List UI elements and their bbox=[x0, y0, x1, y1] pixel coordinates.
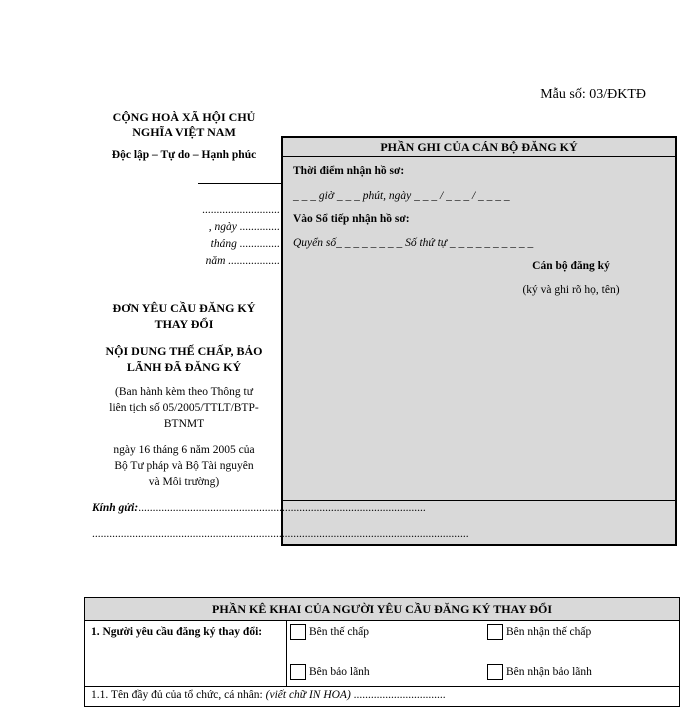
place-dots: ........................... bbox=[202, 204, 280, 216]
pledgee-label: Bên nhận thế chấp bbox=[506, 626, 592, 638]
respect-to-dots: .................................................................................................... bbox=[138, 502, 426, 514]
issued-date-line3: và Môi trường) bbox=[148, 476, 220, 488]
form-code: Mẫu số: 03/ĐKTĐ bbox=[540, 87, 646, 102]
guarantee-recipient-label: Bên nhận bảo lãnh bbox=[506, 666, 592, 678]
guarantor-label: Bên bảo lãnh bbox=[309, 666, 370, 678]
issued-date bbox=[88, 442, 280, 490]
issued-date-line2: Bộ Tư pháp và Bộ Tài nguyên bbox=[114, 460, 254, 472]
guarantee-recipient-checkbox[interactable] bbox=[487, 664, 503, 680]
received-time-field[interactable]: _ _ _ giờ _ _ _ phút, ngày _ _ _ / _ _ _ / _ _ _ _ bbox=[293, 190, 510, 202]
officer-section-divider bbox=[283, 500, 675, 501]
officer-section-header: PHẦN GHI CỦA CÁN BỘ ĐĂNG KÝ bbox=[283, 138, 675, 157]
officer-signature-note: (ký và ghi rõ họ, tên) bbox=[522, 284, 620, 296]
option-guarantor[interactable] bbox=[290, 664, 370, 680]
nation-name-line1: CỘNG HOÀ XÃ HỘI CHỦ bbox=[112, 110, 256, 124]
receipt-book-field[interactable]: Quyển số_ _ _ _ _ _ _ _ Số thứ tự _ _ _ _ _ _ _ _ _ _ bbox=[293, 237, 534, 249]
officer-section bbox=[281, 136, 677, 546]
respect-to-label: Kính gửi: bbox=[92, 502, 139, 514]
requester-label: 1. Người yêu cầu đăng ký thay đổi: bbox=[91, 626, 263, 638]
pledgor-checkbox[interactable] bbox=[290, 624, 306, 640]
declaration-header: PHẦN KÊ KHAI CỦA NGƯỜI YÊU CẦU ĐĂNG KÝ THAY ĐỔI bbox=[85, 598, 679, 621]
row-divider bbox=[85, 686, 679, 687]
issued-by bbox=[88, 384, 280, 432]
issued-by-line1: (Ban hành kèm theo Thông tư bbox=[115, 386, 253, 398]
option-guarantee-recipient[interactable] bbox=[487, 664, 592, 680]
option-pledgee[interactable] bbox=[487, 624, 591, 640]
form-subtitle-line2: LÃNH ĐÃ ĐĂNG KÝ bbox=[126, 360, 242, 374]
form-subtitle-line1: NỘI DUNG THẾ CHẤP, BẢO bbox=[105, 344, 263, 358]
full-name-hint: (viết chữ IN HOA) bbox=[265, 689, 351, 701]
day-line: , ngày .............. bbox=[208, 221, 280, 233]
receipt-book-label: Vào Sổ tiếp nhận hồ sơ: bbox=[293, 213, 410, 225]
national-header bbox=[88, 110, 280, 161]
national-motto: Độc lập – Tự do – Hạnh phúc bbox=[111, 149, 257, 161]
nation-name-line2: NGHĨA VIỆT NAM bbox=[132, 125, 236, 139]
declaration-section bbox=[84, 597, 680, 707]
option-pledgor[interactable] bbox=[290, 624, 369, 640]
issued-by-line2: liên tịch số 05/2005/TTLT/BTP- bbox=[109, 402, 259, 414]
form-title bbox=[88, 300, 280, 332]
date-lines bbox=[150, 202, 280, 270]
pledgor-label: Bên thế chấp bbox=[309, 626, 370, 638]
month-line: tháng .............. bbox=[210, 238, 280, 250]
respect-to-line[interactable] bbox=[92, 502, 426, 514]
issued-by-line3: BTNMT bbox=[163, 418, 205, 430]
received-time-label: Thời điểm nhận hồ sơ: bbox=[293, 165, 405, 177]
guarantor-checkbox[interactable] bbox=[290, 664, 306, 680]
nation-name bbox=[88, 110, 280, 140]
full-name-dots: ................................ bbox=[353, 689, 446, 701]
full-name-line[interactable] bbox=[91, 689, 446, 701]
year-line: năm .................. bbox=[205, 255, 280, 267]
form-title-line1: ĐƠN YÊU CẦU ĐĂNG KÝ bbox=[112, 301, 256, 315]
full-name-label: 1.1. Tên đầy đủ của tổ chức, cá nhân: bbox=[91, 689, 263, 701]
pledgee-checkbox[interactable] bbox=[487, 624, 503, 640]
form-title-line2: THAY ĐỔI bbox=[154, 317, 214, 331]
respect-to-dots-line2[interactable]: ................................................................................................................................... bbox=[92, 528, 469, 540]
column-divider bbox=[286, 620, 287, 686]
issued-date-line1: ngày 16 tháng 6 năm 2005 của bbox=[113, 444, 255, 456]
officer-title: Cán bộ đăng ký bbox=[532, 260, 610, 272]
form-subtitle bbox=[88, 343, 280, 375]
